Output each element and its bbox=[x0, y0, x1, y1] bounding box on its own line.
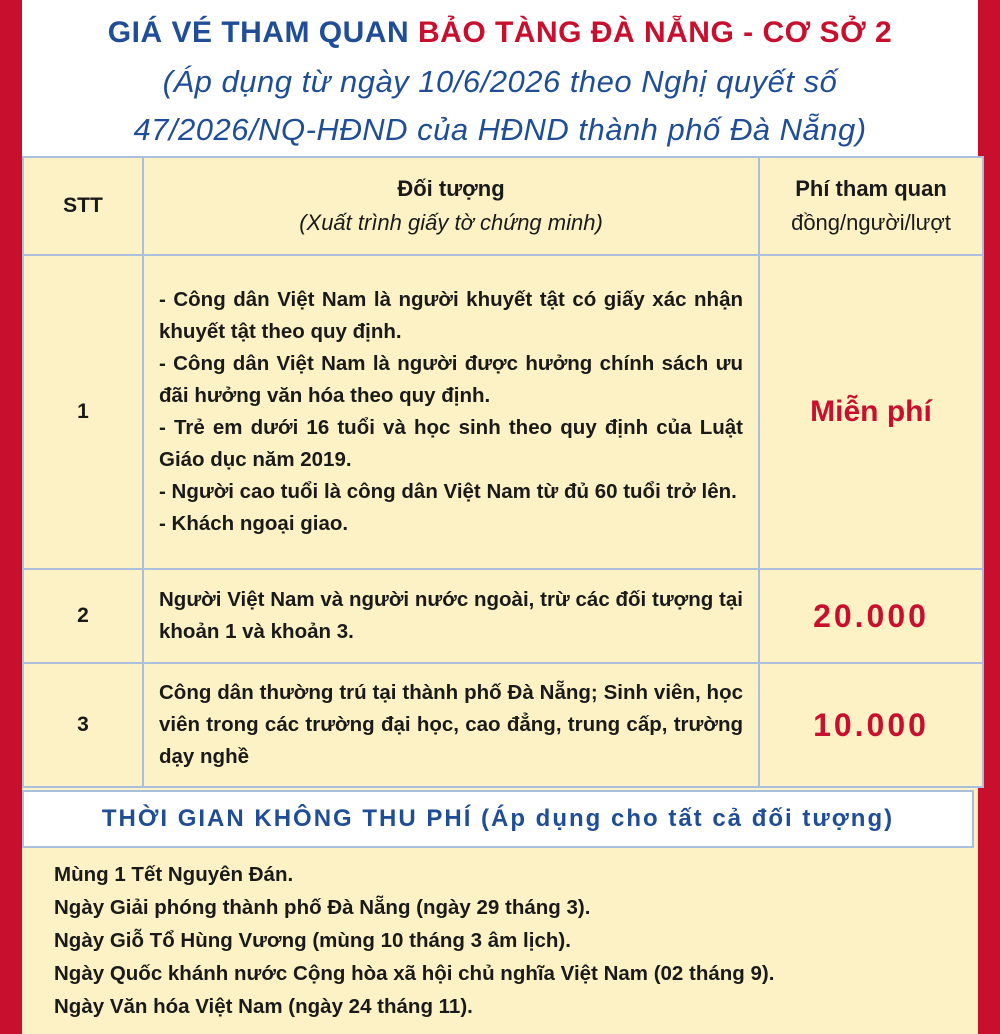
object-line: Công dân thường trú tại thành phố Đà Nẵng; Sinh viên, học viên trong các trường đại học, cao đẳng, trung cấp, trường dạy nghề bbox=[159, 681, 743, 768]
list-item: Ngày Văn hóa Việt Nam (ngày 24 tháng 11). bbox=[54, 995, 473, 1018]
object-line: - Người cao tuổi là công dân Việt Nam từ đủ 60 tuổi trở lên. bbox=[159, 480, 737, 503]
price-board bbox=[22, 0, 978, 1034]
object-line: - Trẻ em dưới 16 tuổi và học sinh theo quy định của Luật Giáo dục năm 2019. bbox=[159, 416, 743, 471]
title-blue-part: GIÁ VÉ THAM QUAN bbox=[107, 16, 410, 49]
row-stt: 3 bbox=[23, 663, 143, 787]
header-fee-unit: đồng/người/lượt bbox=[791, 210, 951, 235]
row-object-text bbox=[145, 677, 757, 773]
page-title bbox=[22, 16, 978, 50]
row-object bbox=[143, 569, 759, 663]
row-object-text bbox=[145, 584, 757, 648]
row-stt: 1 bbox=[23, 255, 143, 569]
row-stt: 2 bbox=[23, 569, 143, 663]
free-days-list bbox=[54, 858, 954, 1023]
header-fee bbox=[759, 157, 983, 255]
header-stt: STT bbox=[23, 157, 143, 255]
table-header-row bbox=[23, 157, 983, 255]
list-item: Mùng 1 Tết Nguyên Đán. bbox=[54, 863, 294, 886]
row-fee bbox=[759, 255, 983, 569]
row-object bbox=[143, 663, 759, 787]
subtitle-line-1: (Áp dụng từ ngày 10/6/2026 theo Nghị quyết số bbox=[162, 64, 838, 99]
fee-value: Miễn phí bbox=[810, 395, 932, 428]
object-line: - Khách ngoại giao. bbox=[159, 512, 349, 535]
table-row bbox=[23, 663, 983, 787]
table-row bbox=[23, 255, 983, 569]
object-line: - Công dân Việt Nam là người khuyết tật có giấy xác nhận khuyết tật theo quy định. bbox=[159, 288, 743, 343]
fee-table bbox=[22, 156, 984, 788]
left-red-border bbox=[0, 0, 22, 1034]
row-object-text bbox=[145, 284, 757, 540]
subtitle-line-2: 47/2026/NQ-HĐND của HĐND thành phố Đà Nẵng) bbox=[133, 112, 867, 147]
fee-value: 20.000 bbox=[813, 597, 929, 634]
list-item: Ngày Quốc khánh nước Cộng hòa xã hội chủ nghĩa Việt Nam (02 tháng 9). bbox=[54, 962, 775, 985]
object-line: - Công dân Việt Nam là người được hưởng chính sách ưu đãi hưởng văn hóa theo quy định. bbox=[159, 352, 743, 407]
header-object bbox=[143, 157, 759, 255]
list-item: Ngày Giải phóng thành phố Đà Nẵng (ngày 29 tháng 3). bbox=[54, 896, 591, 919]
header-fee-label: Phí tham quan bbox=[795, 176, 947, 201]
object-line: Người Việt Nam và người nước ngoài, trừ các đối tượng tại khoản 1 và khoản 3. bbox=[159, 588, 743, 643]
list-item: Ngày Giỗ Tổ Hùng Vương (mùng 10 tháng 3 âm lịch). bbox=[54, 929, 571, 952]
row-fee bbox=[759, 663, 983, 787]
table-row bbox=[23, 569, 983, 663]
row-object bbox=[143, 255, 759, 569]
fee-value: 10.000 bbox=[813, 706, 929, 743]
title-red-part: BẢO TÀNG ĐÀ NẴNG - CƠ SỞ 2 bbox=[417, 16, 893, 49]
row-fee bbox=[759, 569, 983, 663]
board-header bbox=[22, 0, 978, 156]
free-days-title: THỜI GIAN KHÔNG THU PHÍ (Áp dụng cho tất cả đối tượng) bbox=[22, 790, 974, 848]
header-object-note: (Xuất trình giấy tờ chứng minh) bbox=[299, 210, 603, 235]
header-object-label: Đối tượng bbox=[397, 176, 505, 201]
